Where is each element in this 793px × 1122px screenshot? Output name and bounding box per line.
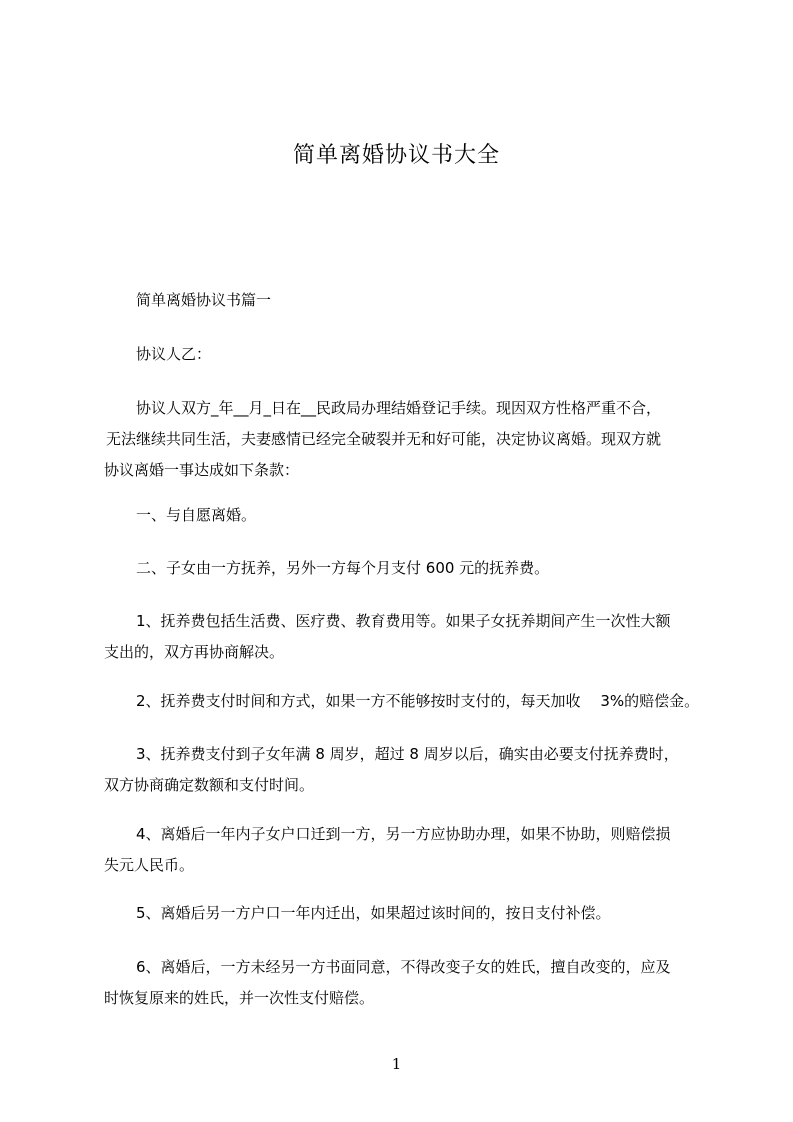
- paragraph-line: 简单离婚协议书篇一: [136, 291, 272, 309]
- paragraph: [104, 898, 704, 929]
- paragraph-line: 1、抚养费包括生活费、医疗费、教育费用等。如果子女抚养期间产生一次性大额: [136, 612, 671, 630]
- paragraph-line: 二、子女由一方抚养，另外一方每个月支付 600 元的抚养费。: [136, 559, 550, 577]
- paragraph: [104, 553, 704, 584]
- paragraph-line: 协议离婚一事达成如下条款：: [104, 461, 300, 479]
- paragraph-line: 时恢复原来的姓氏，并一次性支付赔偿。: [104, 989, 375, 1007]
- paragraph-line: 2、抚养费支付时间和方式，如果一方不能够按时支付的，每天加收 3%的赔偿金。: [136, 692, 700, 710]
- paragraph-line: 双方协商确定数额和支付时间。: [104, 776, 315, 794]
- paragraph-line: 一、与自愿离婚。: [136, 506, 257, 524]
- paragraph: [104, 393, 704, 486]
- paragraph-line: 3、抚养费支付到子女年满 8 周岁，超过 8 周岁以后，确实由必要支付抚养费时，: [136, 745, 679, 763]
- paragraph: [104, 739, 704, 801]
- paragraph-line: 5、离婚后另一方户口一年内迁出，如果超过该时间的，按日支付补偿。: [136, 904, 611, 922]
- paragraph: [104, 500, 704, 531]
- paragraph-line: 支出的，双方再协商解决。: [104, 643, 285, 661]
- paragraph-line: 无法继续共同生活，夫妻感情已经完全破裂并无和好可能，决定协议离婚。现双方就: [106, 430, 662, 448]
- paragraph-line: 协议人乙：: [136, 345, 212, 363]
- paragraph-line: 4、离婚后一年内子女户口迁到一方，另一方应协助办理，如果不协助，则赔偿损: [136, 825, 671, 843]
- paragraph: [104, 686, 704, 717]
- paragraph-line: 协议人双方_年__月_日在__民政局办理结婚登记手续。现因双方性格严重不合，: [136, 399, 662, 417]
- paragraph-line: 6、离婚后，一方未经另一方书面同意，不得改变子女的姓氏，擅自改变的，应及: [136, 958, 671, 976]
- paragraph: [104, 952, 704, 1014]
- document-title: 简单离婚协议书大全: [292, 143, 500, 168]
- paragraph: [104, 819, 704, 881]
- paragraph: [104, 606, 704, 668]
- paragraph: [104, 339, 704, 370]
- page-number: 1: [391, 1055, 402, 1073]
- section-heading: [104, 285, 704, 316]
- paragraph-line: 失元人民币。: [104, 856, 195, 874]
